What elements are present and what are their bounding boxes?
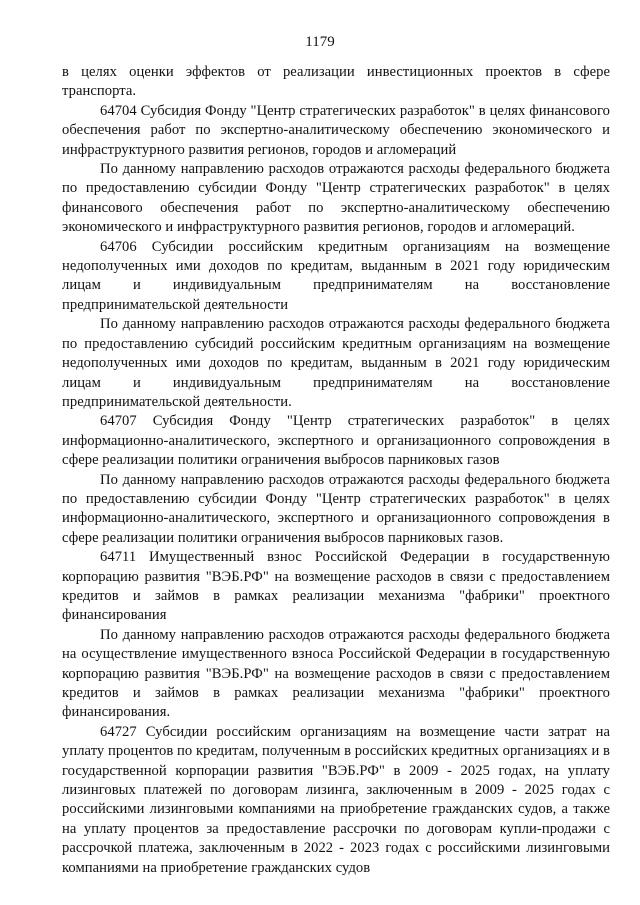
- paragraph-heading-64711: 64711 Имущественный взнос Российской Федерации в государственную корпорацию развития "ВЭБ.РФ" на возмещение расходов в связи с предоставлением кредитов и займов в рамках реализации механизма "фабрики" проектного финансирования: [62, 549, 610, 624]
- paragraph-heading-64704: 64704 Субсидия Фонду "Центр стратегических разработок" в целях финансового обеспечения работ по экспертно-аналитическому обеспечению экономического и инфраструктурного развития регионов, городов и агломераций: [62, 102, 610, 158]
- paragraph-description-64707: По данному направлению расходов отражаются расходы федерального бюджета по предоставлению субсидии Фонду "Центр стратегических разработок" в целях информационно-аналитического, экспертного и организационного сопровождения в сфере реализации политики ограничения выбросов парниковых газов.: [62, 471, 610, 546]
- paragraph-description-64706: По данному направлению расходов отражаются расходы федерального бюджета по предоставлению субсидий российским кредитным организациям на возмещение недополученных ими доходов по кредитам, выданным в 2021 году юридическим лицам и индивидуальным предпринимателям на восстановление предпринимательской деятельности.: [62, 316, 610, 410]
- page-number: 1179: [305, 34, 335, 50]
- paragraph-description-64704: По данному направлению расходов отражаются расходы федерального бюджета по предоставлению субсидии Фонду "Центр стратегических разработок" в целях финансового обеспечения работ по экспертно-аналитическому обеспечению экономического и инфраструктурного развития регионов, городов и агломераций.: [62, 161, 610, 236]
- paragraph-heading-64706: 64706 Субсидии российским кредитным организациям на возмещение недополученных ими доходов по кредитам, выданным в 2021 году юридическим лицам и индивидуальным предпринимателям на восстановление предпринимательской деятельности: [62, 238, 610, 313]
- paragraph-heading-64707: 64707 Субсидия Фонду "Центр стратегических разработок" в целях информационно-аналитического, экспертного и организационного сопровождения в сфере реализации политики ограничения выбросов парниковых газов: [62, 413, 610, 469]
- paragraph-heading-64727: 64727 Субсидии российским организациям на возмещение части затрат на уплату процентов по кредитам, полученным в российских кредитных организациях и в государственной корпорации развития "ВЭБ.РФ" в 2009 - 2025 годах, на уплату лизинговых платежей по договорам лизинга, заключенным в 2009 - 2025 годах с российскими лизинговыми компаниями на приобретение гражданских судов, а также на уплату процентов за предоставление рассрочки по договорам купли-продажи с рассрочкой платежа, заключенным в 2022 - 2023 годах с российскими лизинговыми компаниями на приобретение гражданских судов: [62, 723, 610, 876]
- paragraph-description-64711: По данному направлению расходов отражаются расходы федерального бюджета на осуществление имущественного взноса Российской Федерации в государственную корпорацию развития "ВЭБ.РФ" на возмещение расходов в связи с предоставлением кредитов и займов в рамках реализации механизма "фабрики" проектного финансирования.: [62, 626, 610, 721]
- paragraph-continuation: в целях оценки эффектов от реализации инвестиционных проектов в сфере транспорта.: [62, 64, 610, 100]
- document-body: [62, 63, 610, 878]
